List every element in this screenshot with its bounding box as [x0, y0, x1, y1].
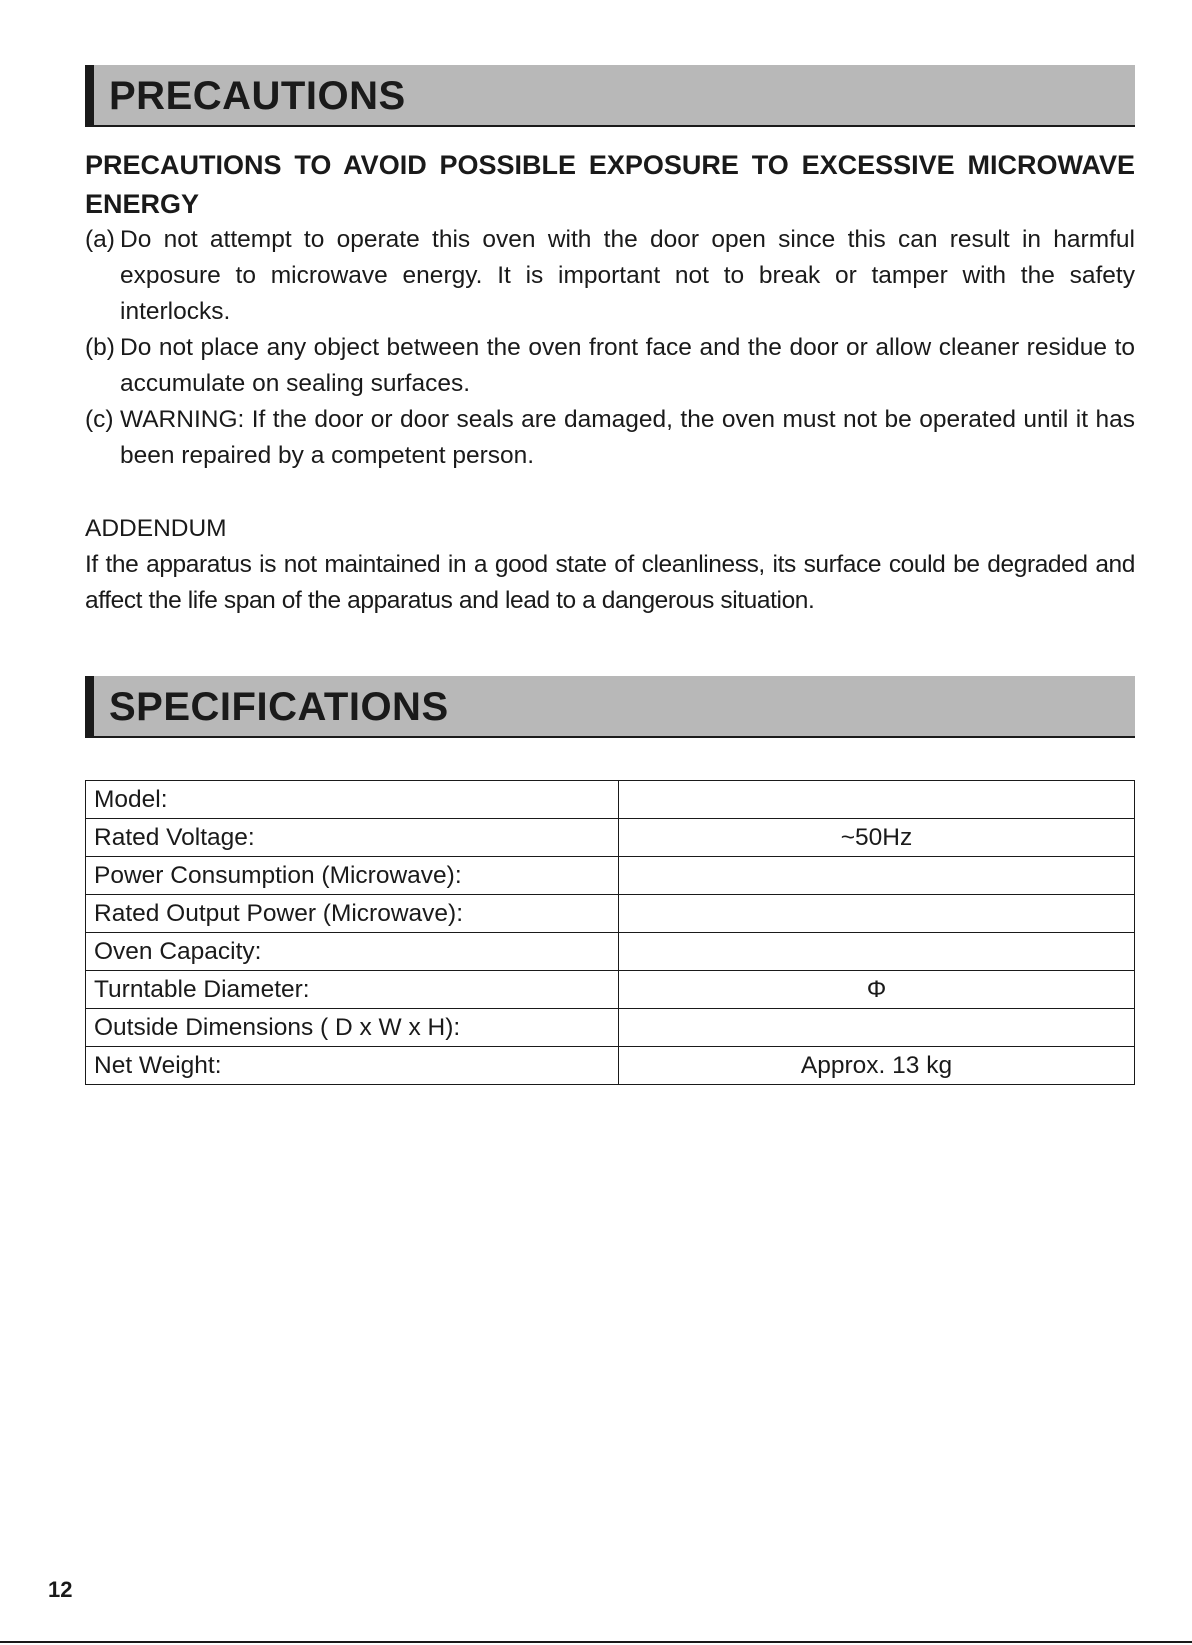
precaution-item-a	[85, 222, 1135, 330]
precaution-item-b	[85, 330, 1135, 402]
spec-label: Outside Dimensions ( D x W x H):	[86, 1009, 619, 1047]
item-text: Do not attempt to operate this oven with the door open since this can result in harmful exposure to microwave energy. It is important not to break or tamper with the safety interlocks.	[120, 226, 1135, 325]
table-row	[86, 1009, 1135, 1047]
table-row	[86, 1047, 1135, 1085]
spec-label: Turntable Diameter:	[86, 971, 619, 1009]
precautions-header	[85, 65, 1135, 127]
spec-value	[619, 781, 1135, 819]
specifications-title: SPECIFICATIONS	[109, 685, 449, 729]
specifications-header	[85, 676, 1135, 738]
item-marker: (b)	[85, 334, 115, 361]
spec-label: Rated Voltage:	[86, 819, 619, 857]
header-accent-bar	[85, 676, 94, 736]
spec-label: Model:	[86, 781, 619, 819]
precaution-item-c	[85, 402, 1135, 474]
spec-label: Net Weight:	[86, 1047, 619, 1085]
item-marker: (a)	[85, 226, 115, 253]
item-marker: (c)	[85, 406, 114, 433]
table-row	[86, 933, 1135, 971]
table-row	[86, 971, 1135, 1009]
spec-label: Power Consumption (Microwave):	[86, 857, 619, 895]
addendum-title: ADDENDUM	[85, 515, 227, 542]
spec-label: Oven Capacity:	[86, 933, 619, 971]
precautions-title: PRECAUTIONS	[109, 74, 406, 118]
spec-value	[619, 857, 1135, 895]
addendum-text: If the apparatus is not maintained in a good state of cleanliness, its surface could be degraded and affect the life span of the apparatus and lead to a dangerous situation.	[85, 551, 1135, 614]
page-number: 12	[48, 1577, 73, 1602]
item-text: Do not place any object between the oven front face and the door or allow cleaner residue to accumulate on sealing surfaces.	[120, 334, 1135, 397]
header-accent-bar	[85, 65, 94, 125]
spec-value: Φ	[619, 971, 1135, 1009]
precautions-subtitle: PRECAUTIONS TO AVOID POSSIBLE EXPOSURE TO EXCESSIVE MICROWAVE ENERGY	[85, 150, 1135, 219]
spec-value	[619, 1009, 1135, 1047]
spec-label: Rated Output Power (Microwave):	[86, 895, 619, 933]
table-row	[86, 819, 1135, 857]
spec-value: ~50Hz	[619, 819, 1135, 857]
spec-value	[619, 895, 1135, 933]
item-text: WARNING: If the door or door seals are damaged, the oven must not be operated until it has been repaired by a competent person.	[120, 406, 1135, 469]
table-row	[86, 895, 1135, 933]
specifications-table	[85, 780, 1135, 1085]
table-row	[86, 781, 1135, 819]
spec-value: Approx. 13 kg	[619, 1047, 1135, 1085]
spec-value	[619, 933, 1135, 971]
precautions-list	[85, 222, 1135, 474]
bottom-rule	[0, 1641, 1192, 1643]
table-row	[86, 857, 1135, 895]
